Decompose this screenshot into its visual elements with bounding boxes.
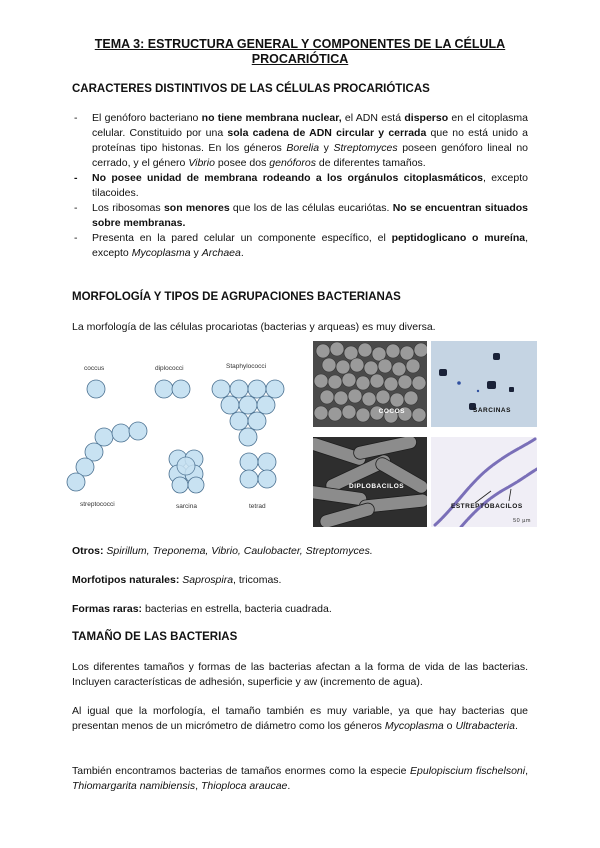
staphylococcus-cell [248, 412, 266, 430]
diplococcus-cell [155, 380, 173, 398]
page-title [60, 37, 540, 67]
section-heading-tamano: TAMAÑO DE LAS BACTERIAS [72, 631, 238, 643]
micrograph-estreptobacilos [431, 437, 537, 527]
label-streptococci: streptococci [80, 501, 115, 508]
photo-label-estreptobacilos: ESTREPTOBACILOS [451, 503, 523, 510]
size-paragraph-1: Los diferentes tamaños y formas de las bacterias afectan a la forma de vida de las bacterias. Incluyen características de adhesión, superficie y aw (incremento de agua). [72, 661, 528, 688]
size-paragraph-3: También encontramos bacterias de tamaños enormes como la especie Epulopiscium fischelsoni, Thiomargarita namibiensis, Thioploca araucae. [72, 765, 529, 792]
micrograph-diplobacilos [313, 437, 427, 527]
label-tetrad: tetrad [249, 503, 266, 510]
streptococcus-cell [67, 473, 85, 491]
list-item: - Presenta en la pared celular un componente específico, el peptidoglicano o mureína, excepto Mycoplasma y Archaea. [74, 232, 528, 259]
list-item: - El genóforo bacteriano no tiene membrana nuclear, el ADN está disperso en el citoplasma celular. Constituido por una sola cadena de ADN circular y cerrada que no está unido a proteínas tipo histonas. En los géneros Borelia y Streptomyces poseen genóforo lineal no cerrado, y el género Vibrio posee dos genóforos de diferentes tamaños. [74, 112, 529, 169]
photo-scale-label: 50 µm [513, 518, 531, 524]
staphylococcus-cell [212, 380, 230, 398]
staphylococcus-cell [230, 380, 248, 398]
formas-raras-line: Formas raras: bacterias en estrella, bacteria cuadrada. [72, 603, 332, 615]
streptococcus-cell [129, 422, 147, 440]
staphylococcus-cell [257, 396, 275, 414]
streptococcus-cell [95, 428, 113, 446]
micrograph-estreptobacilos-image [431, 437, 537, 527]
photo-label-cocos: COCOS [378, 408, 405, 415]
diplococcus-cell [172, 380, 190, 398]
tetrad-cell [240, 453, 258, 471]
morphology-intro: La morfología de las células procariotas (bacterias y arqueas) es muy diversa. [72, 321, 436, 333]
micrograph-sarcinas [431, 341, 537, 427]
sarcina-cell [172, 477, 188, 493]
staphylococcus-cell [248, 380, 266, 398]
staphylococcus-cell [266, 380, 284, 398]
streptococcus-cell [112, 424, 130, 442]
morfotipos-line: Morfotipos naturales: Saprospira, tricomas. [72, 574, 282, 586]
title-line-1: TEMA 3: ESTRUCTURA GENERAL Y COMPONENTES DE LA CÉLULA [94, 37, 506, 51]
label-diplococci: diplococci [155, 365, 184, 372]
tetrad-cell [258, 453, 276, 471]
bacterial-arrangements-diagram [66, 352, 302, 530]
label-staphylococci: Staphylococci [226, 363, 267, 370]
staphylococcus-cell [221, 396, 239, 414]
section-heading-morfologia: MORFOLOGÍA Y TIPOS DE AGRUPACIONES BACTERIANAS [72, 291, 401, 303]
size-paragraph-2: Al igual que la morfología, el tamaño también es muy variable, ya que hay bacterias que presentan menos de un micrómetro de diámetro como los géneros Mycoplasma o Ultrabacteria. [72, 705, 528, 732]
coccus-cell [87, 380, 105, 398]
list-item: - Los ribosomas son menores que los de las células eucariótas. No se encuentran situados sobre membranas. [74, 202, 529, 229]
characteristics-list [72, 111, 528, 261]
photo-label-diplobacilos: DIPLOBACILOS [349, 483, 405, 490]
list-item: - No posee unidad de membrana rodeando a los orgánulos citoplasmáticos, excepto tilacoides. [74, 172, 528, 199]
micrograph-diplobacilos-image [313, 437, 427, 527]
tetrad-cell [258, 470, 276, 488]
micrograph-cocos [313, 341, 427, 427]
otros-line: Otros: Spirillum, Treponema, Vibrio, Caulobacter, Streptomyces. [72, 545, 373, 557]
title-line-2: PROCARIÓTICA [251, 52, 349, 66]
label-coccus: coccus [84, 365, 105, 372]
sarcina-cell [177, 457, 195, 475]
staphylococcus-cell [239, 428, 257, 446]
label-sarcina: sarcina [176, 503, 197, 510]
micrograph-cocos-image [313, 341, 427, 427]
photo-label-sarcinas: SARCINAS [473, 407, 511, 414]
micrograph-sarcinas-image [431, 341, 537, 427]
staphylococcus-cell [230, 412, 248, 430]
staphylococcus-cell [239, 396, 257, 414]
section-heading-caracteres: CARACTERES DISTINTIVOS DE LAS CÉLULAS PROCARIÓTICAS [72, 83, 430, 95]
tetrad-cell [240, 470, 258, 488]
sarcina-cell [188, 477, 204, 493]
